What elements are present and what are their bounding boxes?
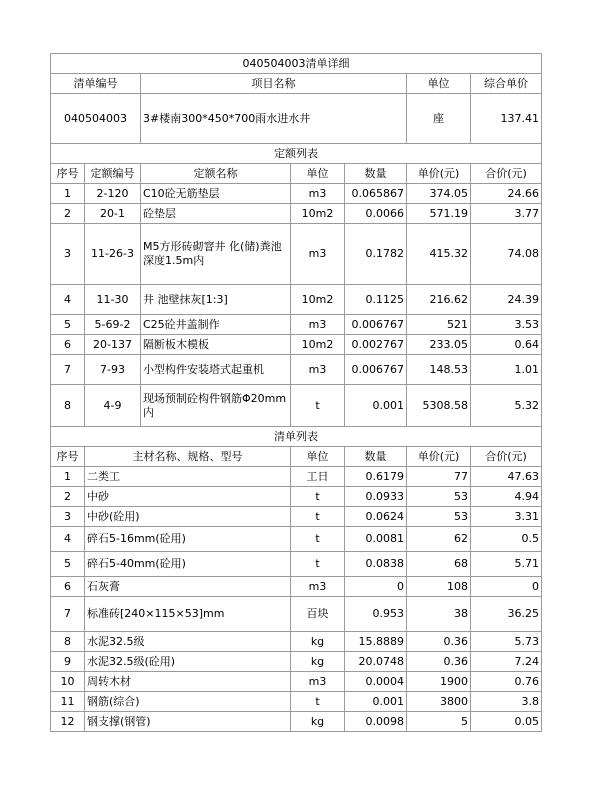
table-row	[51, 527, 542, 552]
table-row	[51, 507, 542, 527]
table-row	[51, 672, 542, 692]
material-unit: kg	[291, 712, 345, 732]
material-name: 二类工	[85, 467, 291, 487]
column-header: 单价(元)	[407, 164, 471, 184]
quota-total: 5.32	[471, 385, 542, 427]
material-unit-price: 0.36	[407, 652, 471, 672]
quota-name: C25砼井盖制作	[141, 315, 291, 335]
quota-unit-price: 415.32	[407, 224, 471, 285]
row-number: 7	[51, 355, 85, 385]
material-unit: t	[291, 507, 345, 527]
bill-unit: 座	[407, 94, 471, 144]
material-quantity: 0.0004	[345, 672, 407, 692]
row-number: 8	[51, 632, 85, 652]
material-unit: m3	[291, 672, 345, 692]
quota-quantity: 0.002767	[345, 335, 407, 355]
quota-total: 0.64	[471, 335, 542, 355]
quota-unit-price: 233.05	[407, 335, 471, 355]
material-quantity: 15.8889	[345, 632, 407, 652]
quota-total: 74.08	[471, 224, 542, 285]
column-header: 序号	[51, 164, 85, 184]
column-header: 数量	[345, 447, 407, 467]
row-number: 6	[51, 577, 85, 597]
bill-code-label: 清单编号	[51, 74, 141, 94]
quota-total: 24.66	[471, 184, 542, 204]
column-header: 主材名称、规格、型号	[85, 447, 291, 467]
material-total: 0.76	[471, 672, 542, 692]
material-unit: kg	[291, 632, 345, 652]
quota-unit: m3	[291, 224, 345, 285]
quota-unit-price: 374.05	[407, 184, 471, 204]
quota-quantity: 0.1125	[345, 285, 407, 315]
quota-code: 2-120	[85, 184, 141, 204]
quota-name: 小型构件安装塔式起重机	[141, 355, 291, 385]
material-unit: t	[291, 527, 345, 552]
material-unit: t	[291, 552, 345, 577]
quota-unit: m3	[291, 355, 345, 385]
row-number: 1	[51, 184, 85, 204]
quota-quantity: 0.0066	[345, 204, 407, 224]
column-header: 单价(元)	[407, 447, 471, 467]
material-unit: 百块	[291, 597, 345, 632]
row-number: 5	[51, 552, 85, 577]
quota-header-row	[51, 164, 542, 184]
quota-unit-price: 148.53	[407, 355, 471, 385]
material-name: 中砂(砼用)	[85, 507, 291, 527]
quota-unit-price: 5308.58	[407, 385, 471, 427]
table-row	[51, 632, 542, 652]
column-header: 数量	[345, 164, 407, 184]
quota-unit: t	[291, 385, 345, 427]
unit-label: 单位	[407, 74, 471, 94]
column-header: 合价(元)	[471, 447, 542, 467]
unit-price-label: 综合单价	[471, 74, 542, 94]
material-unit-price: 108	[407, 577, 471, 597]
table-row	[51, 204, 542, 224]
quota-unit: m3	[291, 315, 345, 335]
column-header: 定额编号	[85, 164, 141, 184]
material-quantity: 0.001	[345, 692, 407, 712]
quota-quantity: 0.001	[345, 385, 407, 427]
quota-code: 5-69-2	[85, 315, 141, 335]
material-unit-price: 62	[407, 527, 471, 552]
quota-name: M5方形砖砌窨井 化(储)粪池深度1.5m内	[141, 224, 291, 285]
row-number: 4	[51, 285, 85, 315]
row-number: 5	[51, 315, 85, 335]
material-quantity: 0.0838	[345, 552, 407, 577]
material-unit-price: 0.36	[407, 632, 471, 652]
material-total: 47.63	[471, 467, 542, 487]
material-unit-price: 3800	[407, 692, 471, 712]
row-number: 3	[51, 507, 85, 527]
material-unit-price: 5	[407, 712, 471, 732]
column-header: 定额名称	[141, 164, 291, 184]
quota-code: 20-137	[85, 335, 141, 355]
quota-quantity: 0.006767	[345, 315, 407, 335]
table-row	[51, 467, 542, 487]
material-quantity: 0	[345, 577, 407, 597]
material-total: 0.5	[471, 527, 542, 552]
table-row	[51, 552, 542, 577]
column-header: 合价(元)	[471, 164, 542, 184]
material-total: 4.94	[471, 487, 542, 507]
material-name: 钢支撑(钢管)	[85, 712, 291, 732]
column-header: 单位	[291, 447, 345, 467]
materials-section-title: 清单列表	[51, 427, 542, 447]
row-number: 7	[51, 597, 85, 632]
material-quantity: 0.0933	[345, 487, 407, 507]
material-total: 0.05	[471, 712, 542, 732]
quota-quantity: 0.006767	[345, 355, 407, 385]
quota-total: 24.39	[471, 285, 542, 315]
material-unit: m3	[291, 577, 345, 597]
material-total: 36.25	[471, 597, 542, 632]
material-unit-price: 53	[407, 507, 471, 527]
material-total: 3.8	[471, 692, 542, 712]
table-row	[51, 577, 542, 597]
material-name: 水泥32.5级(砼用)	[85, 652, 291, 672]
table-row	[51, 597, 542, 632]
row-number: 4	[51, 527, 85, 552]
row-number: 11	[51, 692, 85, 712]
quota-section-row	[51, 144, 542, 164]
quota-unit-price: 216.62	[407, 285, 471, 315]
material-total: 5.73	[471, 632, 542, 652]
bill-detail-table	[50, 53, 542, 732]
materials-header-row	[51, 447, 542, 467]
table-row	[51, 315, 542, 335]
material-total: 5.71	[471, 552, 542, 577]
material-unit-price: 53	[407, 487, 471, 507]
quota-unit-price: 521	[407, 315, 471, 335]
table-row	[51, 184, 542, 204]
table-row	[51, 285, 542, 315]
material-unit-price: 77	[407, 467, 471, 487]
quota-name: 井 池壁抹灰[1:3]	[141, 285, 291, 315]
table-row	[51, 652, 542, 672]
quota-name: 现场预制砼构件钢筋Φ20mm内	[141, 385, 291, 427]
quota-total: 3.53	[471, 315, 542, 335]
row-number: 9	[51, 652, 85, 672]
row-number: 12	[51, 712, 85, 732]
table-row	[51, 712, 542, 732]
quota-code: 7-93	[85, 355, 141, 385]
material-quantity: 0.0624	[345, 507, 407, 527]
material-unit: kg	[291, 652, 345, 672]
table-row	[51, 487, 542, 507]
quota-unit: 10m2	[291, 204, 345, 224]
material-total: 7.24	[471, 652, 542, 672]
table-row	[51, 355, 542, 385]
quota-quantity: 0.1782	[345, 224, 407, 285]
quota-unit: 10m2	[291, 285, 345, 315]
quota-section-title: 定额列表	[51, 144, 542, 164]
bill-code: 040504003	[51, 94, 141, 144]
page-title: 040504003清单详细	[51, 54, 542, 74]
title-row	[51, 54, 542, 74]
material-name: 水泥32.5级	[85, 632, 291, 652]
material-quantity: 0.0098	[345, 712, 407, 732]
quota-unit: m3	[291, 184, 345, 204]
material-name: 石灰膏	[85, 577, 291, 597]
material-quantity: 0.0081	[345, 527, 407, 552]
material-unit-price: 38	[407, 597, 471, 632]
table-row	[51, 385, 542, 427]
bill-unit-price: 137.41	[471, 94, 542, 144]
material-quantity: 0.953	[345, 597, 407, 632]
material-name: 标准砖[240×115×53]mm	[85, 597, 291, 632]
quota-unit: 10m2	[291, 335, 345, 355]
material-unit: 工日	[291, 467, 345, 487]
row-number: 2	[51, 487, 85, 507]
column-header: 序号	[51, 447, 85, 467]
material-name: 中砂	[85, 487, 291, 507]
table-row	[51, 224, 542, 285]
material-unit-price: 1900	[407, 672, 471, 692]
material-name: 碎石5-40mm(砼用)	[85, 552, 291, 577]
material-unit: t	[291, 692, 345, 712]
row-number: 1	[51, 467, 85, 487]
material-quantity: 20.0748	[345, 652, 407, 672]
quota-total: 3.77	[471, 204, 542, 224]
column-header: 单位	[291, 164, 345, 184]
row-number: 8	[51, 385, 85, 427]
material-quantity: 0.6179	[345, 467, 407, 487]
row-number: 10	[51, 672, 85, 692]
quota-unit-price: 571.19	[407, 204, 471, 224]
header-label-row	[51, 74, 542, 94]
header-value-row	[51, 94, 542, 144]
material-total: 0	[471, 577, 542, 597]
row-number: 2	[51, 204, 85, 224]
project-name: 3#楼南300*450*700雨水进水井	[141, 94, 407, 144]
project-name-label: 项目名称	[141, 74, 407, 94]
quota-name: C10砼无筋垫层	[141, 184, 291, 204]
row-number: 6	[51, 335, 85, 355]
material-name: 碎石5-16mm(砼用)	[85, 527, 291, 552]
material-unit: t	[291, 487, 345, 507]
material-unit-price: 68	[407, 552, 471, 577]
quota-quantity: 0.065867	[345, 184, 407, 204]
materials-section-row	[51, 427, 542, 447]
row-number: 3	[51, 224, 85, 285]
quota-name: 隔断板木模板	[141, 335, 291, 355]
quota-name: 砼垫层	[141, 204, 291, 224]
quota-code: 20-1	[85, 204, 141, 224]
quota-total: 1.01	[471, 355, 542, 385]
quota-code: 11-30	[85, 285, 141, 315]
quota-code: 4-9	[85, 385, 141, 427]
material-name: 钢筋(综合)	[85, 692, 291, 712]
table-row	[51, 692, 542, 712]
table-row	[51, 335, 542, 355]
quota-code: 11-26-3	[85, 224, 141, 285]
material-name: 周转木材	[85, 672, 291, 692]
material-total: 3.31	[471, 507, 542, 527]
